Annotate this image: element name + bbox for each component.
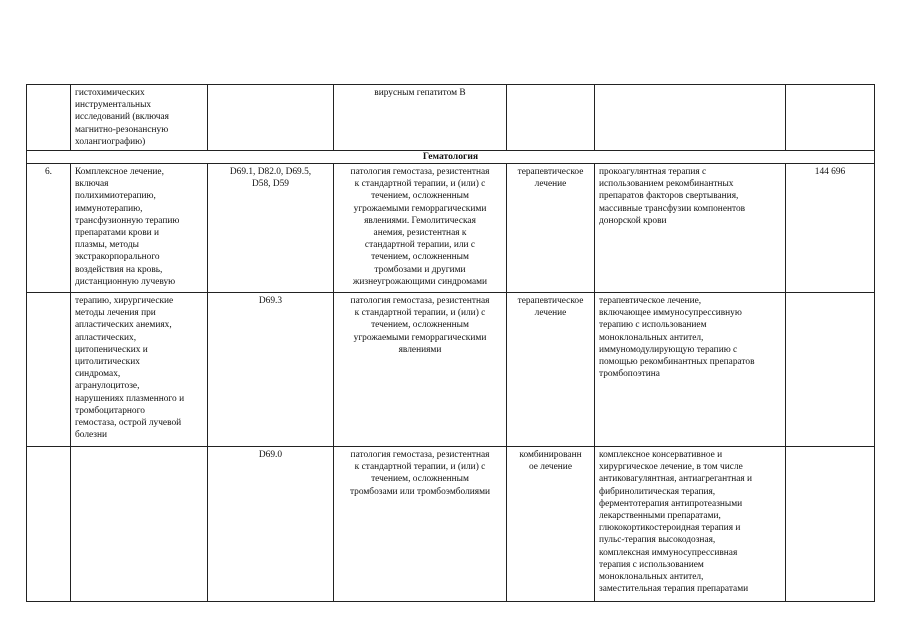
cont-method-name — [70, 84, 207, 150]
text-line: терапию с использованием — [599, 320, 707, 331]
cost-cont-2 — [785, 292, 875, 446]
text-line: нарушениях плазменного и — [75, 393, 185, 404]
text-line: воздействия на кровь, — [75, 264, 163, 275]
text-line: к стандартной терапии, и (или) с — [354, 308, 486, 319]
text-line: использованием рекомбинантных — [599, 179, 734, 190]
text-line: к стандартной терапии, и (или) с — [354, 462, 486, 473]
text-line: фибринолитическая терапия, — [599, 486, 716, 497]
text-line: инструментальных — [75, 100, 152, 111]
text-line: D58, D59 — [252, 179, 289, 190]
text-line: лечение — [534, 308, 567, 319]
text-line: анемия, резистентная к — [373, 228, 467, 239]
text-line: явлениями. Гемолитическая — [364, 215, 476, 226]
text-line: синдромах, — [75, 369, 121, 380]
treatment-type-1 — [506, 163, 594, 292]
treatment-method-1 — [594, 163, 785, 292]
cost-value: 144 696 — [785, 163, 875, 292]
text-line: ое лечение — [529, 462, 572, 473]
patient-model-3 — [333, 446, 506, 602]
row-number: 6. — [26, 163, 70, 292]
text-line: комбинированн — [519, 450, 582, 460]
text-line: патология гемостаза, резистентная — [350, 296, 490, 306]
text-line: включающее иммуносупрессивную — [599, 308, 742, 319]
text-line: Комплексное лечение, — [75, 167, 164, 177]
row-number-cont-3 — [26, 446, 70, 602]
text-line: терапевтическое — [517, 296, 584, 306]
text-line: ферментотерапия антипротеазными — [599, 498, 743, 509]
text-line: апластических, — [75, 332, 137, 343]
text-line: иммунотерапию, — [75, 203, 143, 214]
text-line: вирусным гепатитом В — [374, 88, 466, 98]
text-line: методы лечения при — [75, 308, 156, 319]
text-line: к стандартной терапии, и (или) с — [354, 179, 486, 190]
text-line: пульс-терапия высокодозная, — [599, 535, 716, 546]
text-line: угрожаемыми геморрагическими — [353, 203, 487, 214]
patient-model-1 — [333, 163, 506, 292]
cont-model — [333, 84, 506, 150]
text-line: патология гемостаза, резистентная — [350, 450, 490, 460]
text-line: тромбопоэтина — [599, 369, 660, 380]
text-line: терапевтическое — [517, 167, 584, 177]
text-line: хирургическое лечение, в том числе — [599, 462, 743, 473]
text-line: цитолитических — [75, 357, 140, 368]
text-line: препаратами крови и — [75, 228, 160, 239]
text-line: апластических анемиях, — [75, 320, 172, 331]
treatment-type-3 — [506, 446, 594, 602]
cont-codes — [207, 84, 333, 150]
text-line: холангиографию) — [75, 136, 146, 147]
diagnosis-codes-1 — [207, 163, 333, 292]
text-line: течением, осложненным — [371, 191, 469, 202]
section-header: Гематология — [26, 150, 875, 163]
text-line: комплексное консервативное и — [599, 450, 723, 460]
patient-model-2 — [333, 292, 506, 446]
text-line: патология гемостаза, резистентная — [350, 167, 490, 177]
text-line: исследований (включая — [75, 112, 169, 123]
text-line: включая — [75, 179, 109, 190]
text-line: дистанционную лучевую — [75, 276, 176, 287]
text-line: терапевтическое лечение, — [599, 296, 702, 306]
text-line: магнитно-резонансную — [75, 124, 169, 135]
text-line: препаратов факторов свертывания, — [599, 191, 739, 202]
text-line: моноклональных антител, — [599, 572, 704, 583]
text-line: экстракорпорального — [75, 252, 160, 263]
treatment-name-cont-3 — [70, 446, 207, 602]
cont-method — [594, 84, 785, 150]
text-line: лечение — [534, 179, 567, 190]
text-line: тромбозами и другими — [374, 264, 466, 275]
diagnosis-codes-3 — [207, 446, 333, 602]
treatment-name-part2 — [70, 292, 207, 446]
text-line: D69.1, D82.0, D69.5, — [229, 167, 312, 177]
text-line: цитопенических и — [75, 344, 148, 355]
text-line: угрожаемыми геморрагическими — [353, 332, 487, 343]
text-line: терапия с использованием — [599, 559, 704, 570]
text-line: течением, осложненным — [371, 252, 469, 263]
row-number-cont — [26, 292, 70, 446]
text-line: явлениями — [398, 344, 442, 355]
treatment-type-2 — [506, 292, 594, 446]
treatment-name-part1 — [70, 163, 207, 292]
text-line: стандартной терапии, или с — [364, 240, 476, 251]
text-line: тромбоцитарного — [75, 405, 145, 416]
text-line: болезни — [75, 430, 108, 441]
text-line: трансфузионную терапию — [75, 215, 180, 226]
text-line: лекарственными препаратами, — [599, 511, 721, 522]
text-line: терапию, хирургические — [75, 296, 174, 306]
text-line: гемостаза, острой лучевой — [75, 418, 182, 429]
diagnosis-codes-2 — [207, 292, 333, 446]
cont-type — [506, 84, 594, 150]
text-line: антиковагулянтная, антиагрегантная и — [599, 474, 753, 485]
text-line: течением, осложненным — [371, 320, 469, 331]
text-line: плазмы, методы — [75, 240, 139, 251]
text-line: жизнеугрожающими синдромами — [352, 276, 488, 287]
text-line: D69.0 — [258, 450, 283, 460]
cont-col1 — [26, 84, 70, 150]
text-line: полихимиотерапию, — [75, 191, 156, 202]
cont-cost — [785, 84, 875, 150]
text-line: прокоагулянтная терапия с — [599, 167, 707, 177]
text-line: иммуномодулирующую терапию с — [599, 344, 738, 355]
text-line: течением, осложненным — [371, 474, 469, 485]
treatment-method-3 — [594, 446, 785, 602]
text-line: агранулоцитозе, — [75, 381, 140, 392]
text-line: заместительная терапия препаратами — [599, 584, 749, 595]
text-line: гистохимических — [75, 88, 145, 98]
text-line: помощью рекомбинантных препаратов — [599, 357, 755, 368]
text-line: массивные трансфузии компонентов — [599, 203, 746, 214]
text-line: глюкокортикостероидная терапия и — [599, 523, 741, 534]
text-line: тромбозами или тромбоэмболиями — [349, 486, 491, 497]
text-line: комплексная иммуносупрессивная — [599, 547, 738, 558]
text-line: донорской крови — [599, 215, 667, 226]
cost-cont-3 — [785, 446, 875, 602]
text-line: моноклональных антител, — [599, 332, 704, 343]
treatment-method-2 — [594, 292, 785, 446]
text-line: D69.3 — [258, 296, 283, 306]
